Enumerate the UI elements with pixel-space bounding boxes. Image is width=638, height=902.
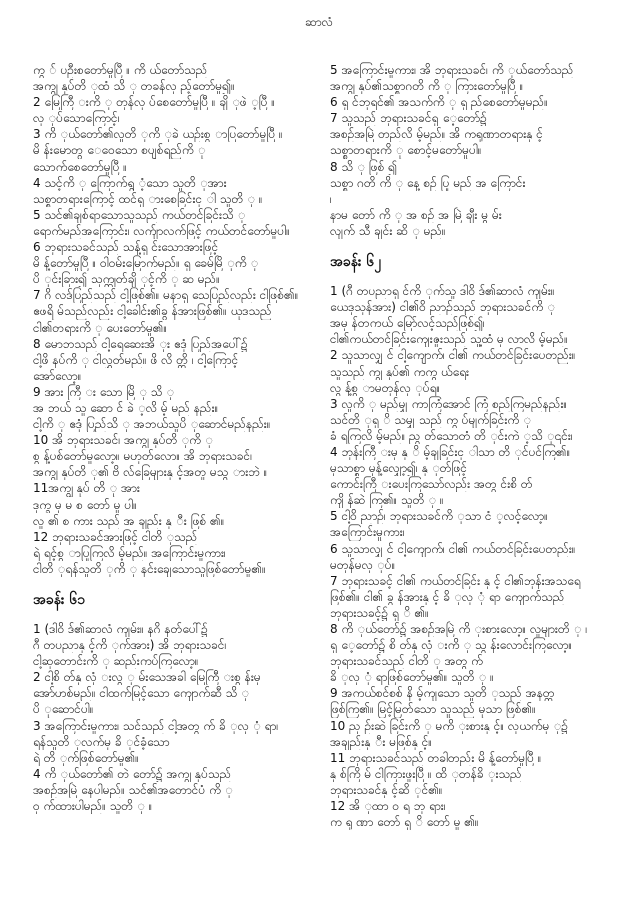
verse-line: က ရု ဏာ တော် ရှ ိ တော် မူ ၏။ bbox=[330, 815, 479, 830]
verse-line: အော်လော့။ bbox=[33, 368, 82, 383]
left-column bbox=[33, 62, 316, 814]
chapter-heading-62: အခန်း ၆၂ bbox=[330, 254, 382, 271]
verse-line: ဒုက္ခ မှ မ စ တော် မူ ပါ။ bbox=[33, 497, 137, 512]
verse-line: ပိ ုင်းခြား၍ သုက္ကုတ်ချိ ုင့်ကိ ု ဆ မည်။ bbox=[33, 272, 220, 287]
verse-line: အကြောင်းမူကား၊ bbox=[330, 525, 405, 540]
verse-line: 9 အား ကြီ း သော မြိ ု သိ ု bbox=[33, 384, 175, 399]
verse-line: ကျိ န်ဆဲ ကြ၏။ သူတိ ု ။ bbox=[330, 493, 444, 508]
verse-line: ဘုရားသခင်သည် ငါတိ ု အတွ က် bbox=[330, 654, 483, 669]
verse-line: 5 သင်၏ချစ်ရာသောသူသည် ကယ်တင်ခြင်းသိ ု bbox=[33, 207, 246, 222]
verse-line: သူသည် ကျွ နုပ်၏ ကကွ ယ်ရေး bbox=[330, 364, 470, 379]
verse-line: ရောက်မည်အကြောင်း၊ လက်ျာလက်ဖြင့် ကယ်တင်တော်မူပါ။ bbox=[33, 223, 290, 238]
verse-line: ငါ၏ကယ်တင်ခြင်းကျေးဇူးသည် သူ့ထံ မှ လာလိ မ့်မည်။ bbox=[330, 332, 568, 347]
verse-line: ဘုရားသခင့်၌ ရှ ိ ၏။ bbox=[330, 605, 429, 620]
verse-line: အော်ဟစ်မည်။ ငါထက်မြင့်သော ကျောက်ဆီ သိ ု bbox=[33, 686, 250, 701]
page-header: ဆာလံ bbox=[305, 15, 333, 29]
verse-line: လွ န့်စွ ာမတုန်လှ ုပ်ရ။ bbox=[330, 380, 441, 395]
verse-line: 12 ဘုရားသခင်အားဖြင့် ငါတိ ုသည် bbox=[33, 529, 198, 544]
verse-line: သစ္စာတရားကြောင့် ထင်ရှ ားစေခြင်းငှ ါ သူတိ ု ။ bbox=[33, 191, 263, 206]
verse-line: ရဲ တိ ုက်ဖြစ်တော်မူ၏။ bbox=[33, 750, 139, 765]
verse-line: 2 မြေကြီ းကိ ု တုန်လှ ပ်စေတော်မူပြီ ။ ချိ ုဖဲ ့ပြီ ။ bbox=[33, 95, 275, 110]
verse-line: ခိ ုလှ ုံ ရာဖြစ်တော်မူ၏။ သူတိ ု ။ bbox=[330, 670, 494, 685]
verse-line: အကျွ နုပ်၏သစ္စာဂတိ ကိ ု ကြားတော်မူပြီ ။ bbox=[330, 79, 524, 94]
verse-line: ဝှ က်ထားပါမည်။ သူတိ ု ။ bbox=[33, 799, 153, 814]
verse-line: အကျွ နုပ်တိ ုထံ သိ ု တခန်လှ ည့်တော်မူ၍။ bbox=[33, 79, 235, 94]
verse-line: ဘုရားသခင်နှ င့်ဆိ ုင်၏။ bbox=[330, 782, 443, 797]
verse-line: ဂီ တပညာနှ င့်ကိ ုက်အား) အိ ဘုရားသခင်၊ bbox=[33, 638, 227, 653]
verse-line: 5 ငါ့ဝိ ညာဉ်၊ ဘုရားသခင်ကိ ုသာ ငံ ့လင့်လော့။ bbox=[330, 509, 548, 524]
verse-line: 11 ဘုရားသခင်သည် တခါတည်း မိ န့်တော်မူပြီ ။ bbox=[330, 750, 542, 765]
verse-line: 4 ကိ ုယ်တော်၏ တဲ တော်၌ အကျွ နုပ်သည် bbox=[33, 766, 232, 781]
verse-line: 3 လူကိ ု မည်မျှ ကာကြံအောင် ကြံ စည်ကြမည်နည်း။ bbox=[330, 396, 568, 411]
verse-line: ငါ၏တရားကိ ု ပေးတော်မူ၏။ bbox=[33, 320, 168, 335]
verse-line: 9 အကယ်စင်စစ် နိ မ့်ကျသော သူတိ ုသည် အနတ္တ bbox=[330, 686, 555, 701]
verse-line: 6 သူသာလျှ င် ငါ့ကျောက်၊ ငါ၏ ကယ်တင်ခြင်းပေတည်း။ bbox=[330, 541, 576, 556]
verse-line: အစဉ်အမြဲ တည်လိ မ့်မည်။ အိ ကရုဏာတရားနှ င့် bbox=[330, 127, 543, 142]
verse-line: 7 ဂိ လဒ်ပြည်သည် ငါ့ဖြစ်၏။ မနာရှ သေပြည်လည်း ငါဖြစ်၏။ bbox=[33, 288, 299, 303]
verse-line: ကွ ် ပဦးစတော်မူပြီ ။ ကိ ယ်တော်သည် bbox=[33, 63, 208, 77]
verse-line: 7 သူသည် ဘုရားသခင်ရှ ေ့တော်၌ bbox=[330, 111, 487, 126]
verse-line: 7 ဘုရားသခင့် ငါ၏ ကယ်တင်ခြင်း နှ င့် ငါ၏ဘုန်းအသရေ bbox=[330, 573, 581, 588]
verse-line: လူ ၏ စ ကား သည် အ ချည်း နှ ီး ဖြစ် ၏။ bbox=[33, 513, 225, 528]
verse-line: ပိ ုဆောင်ပါ။ bbox=[33, 702, 94, 717]
verse-line: မုသာစ္စာ မုန့်လျှော့၍၊ နှ ုတ်ဖြင့် bbox=[330, 461, 468, 476]
verse-line: 11အကျွ နုပ် တိ ု အား bbox=[33, 481, 140, 496]
verse-line: 1 (ဂီ တပညာရှ င်ကိ ုက်သူ ဒါဝိ ဒ်၏ဆာလံ ကျမ်း။ bbox=[330, 284, 555, 299]
verse-line: 3 ကိ ုယ်တော်၏လူတိ ုကိ ုခဲ ယဉ်းစွ ာပြတော်မူပြီ ။ bbox=[33, 127, 283, 142]
chapter-heading-61: အခန်း ၆၁ bbox=[33, 592, 86, 608]
verse-line: အကျွ နုပ်တိ ု၏ ဗိ လ်ခြေများနှ င့်အတူ မသွ ားဘဲ ။ bbox=[33, 465, 268, 480]
verse-line: မိ န်းမောတွ ေဝေသော စပျစ်ရည်ကိ ု bbox=[33, 143, 206, 158]
verse-line: 2 ငါ့စိ တ်နှ လုံ းလွ ု မ်းသေအခါ မြေကြီ းစွ န်းမှ bbox=[33, 670, 261, 685]
verse-line: မတုန်မလှ ုပ်။ bbox=[330, 557, 396, 572]
verse-line: 8 မောဘသည် ငါ့ရေဆေးအိ ုး ဧဒုံ ပြည်အပေါ်၌ bbox=[33, 336, 248, 351]
verse-line: 8 ကိ ုယ်တော်၌ အစဉ်အမြဲ ကိ ုးစားလော့။ လူများတိ ု ၊ bbox=[330, 622, 588, 636]
verse-line: ငါ့ဖိ နပ်ကိ ု ငါလွှတ်မည်။ ဖိ လိ တ္တိ ၊ ငါ့ကြောင့် bbox=[33, 352, 239, 367]
right-verses-b bbox=[330, 283, 613, 830]
left-verses-b bbox=[33, 621, 316, 814]
verse-line: 6 ရှ င်ဘုရင်၏ အသက်ကိ ု ရှ ည်စေတော်မူမည်။ bbox=[330, 95, 548, 110]
verse-line: သစ္စာ ဂတိ ကိ ု နေ့ စဉ် ပြု မည် အ ကြောင်း bbox=[330, 175, 526, 190]
verse-line: အ ဘယ် သူ ဆော င် ခဲ ့လိ မ့် မည် နည်း။ bbox=[33, 400, 219, 415]
verse-line: ငါ့ကိ ု ဧဒုံ ပြည်သိ ု အဘယ်သူပိ ုဆောင်မည်နည်း။ bbox=[33, 417, 271, 432]
verse-line: အမှ န်တကယ် မြော်လင့်သည်ဖြစ်၍၊ bbox=[330, 316, 485, 331]
verse-line: 3 အကြောင်းမူကား၊ သင်သည် ငါ့အတွ က် ခိ ုလှ ုံ ရာ၊ bbox=[33, 718, 279, 733]
verse-line: 10 ညှ ဉ်းဆဲ ခြင်းကိ ု မကိ ုးစားနှ င့်။ လုယက်မှ ု၌ bbox=[330, 718, 568, 733]
verse-line: 2 သူသာလျှ င် ငါ့ကျောက်၊ ငါ၏ ကယ်တင်ခြင်းပေတည်း။ bbox=[330, 348, 576, 363]
verse-line: ဖြစ်၏။ ငါ၏ ခွ န်အားနှ င့် ခိ ုလှ ုံ ရာ ကျောက်သည် bbox=[330, 589, 565, 604]
verse-line: လှ ုပ်သောကြောင့်၊ bbox=[33, 111, 120, 126]
verse-line: 5 အကြောင်းမူကား၊ အိ ဘုရားသခင်၊ ကိ ုယ်တော်သည် bbox=[330, 63, 574, 77]
verse-line: နာမ တော် ကိ ု အ စဉ် အ မြဲ ချီး မွ မ်း bbox=[330, 207, 502, 222]
verse-line: ၊ bbox=[330, 191, 332, 206]
verse-line: 12 အိ ုထာ ဝ ရ ဘု ရား၊ bbox=[330, 799, 446, 814]
verse-line: စွ န့်ပစ်တော်မူလော့။ မဟုတ်လော။ အိ ဘုရားသခင်၊ bbox=[33, 449, 253, 464]
verse-line: ရန်သူတိ ုလက်မှ ခိ ုင်ခံ့သော bbox=[33, 734, 170, 749]
verse-line: 4 သင့်ကိ ု ကြောက်ရွ ံ့သော သူတိ ုအား bbox=[33, 175, 227, 190]
verse-line: 6 ဘုရားသခင်သည် သန့်ရှ င်းသောအားဖြင့် bbox=[33, 240, 219, 255]
verse-line: အချည်းနှ ီး မဖြစ်နှ င့်။ bbox=[330, 734, 433, 749]
verse-line: မိ န့်တော်မူပြီ ။ ဝါဝမ်းမြောက်မည်။ ရှ ခေမ်မြိ ုကိ ု bbox=[33, 256, 259, 271]
verse-line: ငါတိ ုရန်သူတိ ုကိ ု နင်းချေသောသူဖြစ်တော်မူ၏။ bbox=[33, 561, 266, 576]
right-verses-a bbox=[330, 62, 613, 239]
verse-line: ခံ ရကြလိ မ့်မည်။ ညွ တ်သောတံ တိ ုင်းကဲ ့သိ ု၎င်း၊ bbox=[330, 428, 573, 443]
verse-line: ငါ့ဆုတောင်းကိ ု ဆည်းကပ်ကြလော့။ bbox=[33, 654, 199, 669]
verse-line: ရှ ေ့တော်၌ စိ တ်နှ လုံ းကိ ု သွ န်းလောင်းကြလော့။ bbox=[330, 638, 573, 653]
verse-line: 10 အိ ဘုရားသခင်၊ အကျွ နုပ်တိ ုကိ ု bbox=[33, 433, 213, 448]
verse-line: 8 သိ ု ဖြစ် ၍ bbox=[330, 159, 398, 174]
verse-line: 1 (ဒါဝိ ဒ်၏ဆာလံ ကျမ်း။ နဂိ နတ်ပေါ်၌ bbox=[33, 622, 208, 636]
left-verses-a bbox=[33, 62, 316, 577]
verse-line: သောက်စေတော်မူပြီ ။ bbox=[33, 159, 127, 174]
verse-line: အစဉ်အမြဲ နေပါမည်။ သင်၏အတောင်ပံ ကိ ု bbox=[33, 782, 233, 797]
verse-line: ကောင်းကြီ းပေးကြသော်လည်း အတွ င်းစိ တ် bbox=[330, 477, 533, 492]
verse-line: ဖြစ်ကြ၏။ မြင့်မြတ်သော သူသည် မုသာ ဖြစ်၏။ bbox=[330, 702, 536, 717]
verse-line: 4 ဘုန်းကြီ းမှ နှ ိ မ့်ချခြင်းငှ ါသာ တိ ုင်ပင်ကြ၏။ bbox=[330, 444, 571, 459]
verse-line: ဧဖရိ မ်သည်လည်း ငါ့ခေါင်း၏ခွ န်အားဖြစ်၏။ ယုဒသည် bbox=[33, 304, 272, 319]
verse-line: ယေဒုသုန်အား) ငါ၏ဝိ ညာဉ်သည် ဘုရားသခင်ကိ ု bbox=[330, 300, 555, 315]
verse-line: သင်တိ ုရှ ိ သမျှ သည် ကွ ပ်မျက်ခြင်းကိ ု bbox=[330, 412, 532, 427]
right-column bbox=[330, 62, 613, 830]
verse-line: လျက် သီ ချင်း ဆိ ု မည်။ bbox=[330, 223, 446, 238]
verse-line: သစ္စာတရားကိ ု စောင့်မတော်မူပါ။ bbox=[330, 143, 482, 158]
verse-line: ရဲ ရင့်စွ ာပြုကြလိ မ့်မည်။ အကြောင်းမူကား၊ bbox=[33, 545, 226, 560]
verse-line: နှ စ်ကြိ မ် ငါကြားဖူးပြီ ။ ထိ ုတန်ခိ ုးသည် bbox=[330, 766, 522, 781]
